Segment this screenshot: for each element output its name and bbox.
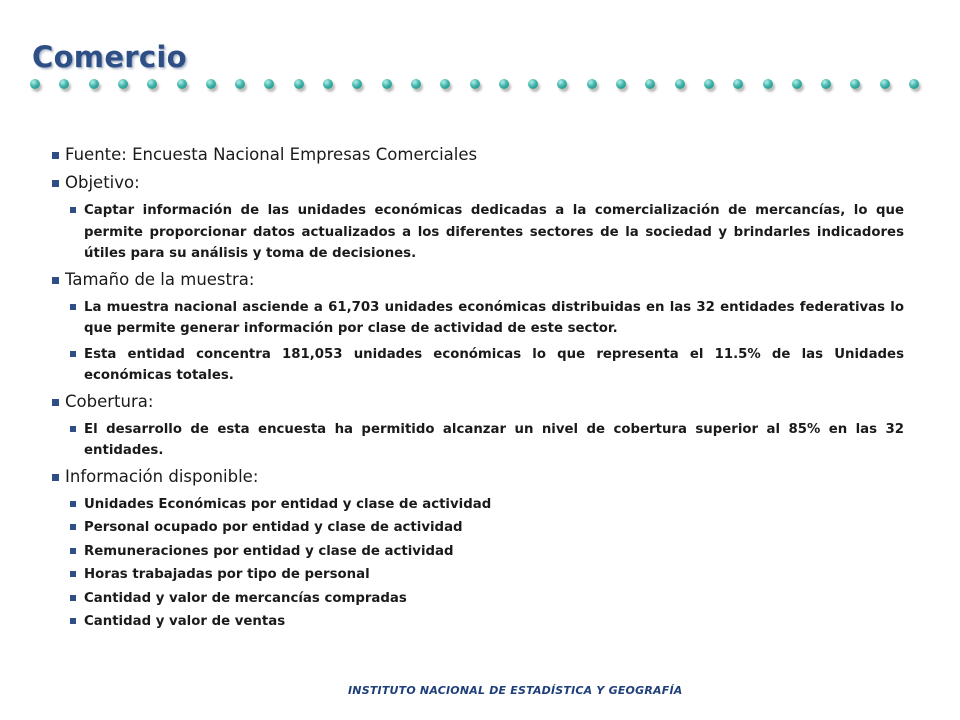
list-item <box>52 517 904 539</box>
dotted-divider <box>30 79 930 95</box>
square-bullet-icon <box>52 277 59 284</box>
section-tamano <box>52 269 904 291</box>
list-item <box>52 419 904 462</box>
section-heading: Cobertura: <box>65 391 154 411</box>
square-bullet-icon <box>70 501 76 507</box>
divider-dot-icon <box>440 79 450 89</box>
section-objetivo <box>52 172 904 194</box>
divider-dot-icon <box>264 79 274 89</box>
divider-dot-icon <box>616 79 626 89</box>
item-text: Cantidad y valor de ventas <box>84 614 286 629</box>
list-item <box>52 611 904 633</box>
section-heading: Objetivo: <box>65 173 140 192</box>
item-text: Captar información de las unidades económicas dedicadas a la comercialización de mercancías, lo que permite proporcionar datos actualizados a los diferentes sectores de la sociedad y brindarles indicadores útiles para su análisis y toma de decisiones. <box>84 203 904 261</box>
square-bullet-icon <box>70 595 76 601</box>
list-item <box>52 541 904 563</box>
divider-dot-icon <box>59 79 69 89</box>
square-bullet-icon <box>70 548 76 554</box>
square-bullet-icon <box>70 571 76 577</box>
list-item <box>52 344 904 387</box>
item-text: Cantidad y valor de mercancías compradas <box>84 590 407 606</box>
item-text: Esta entidad concentra 181,053 unidades económicas lo que representa el 11.5% de las Unidades económicas totales. <box>84 346 904 383</box>
section-cobertura <box>52 391 904 413</box>
square-bullet-icon <box>70 207 76 213</box>
section-fuente <box>52 144 904 166</box>
item-text: El desarrollo de esta encuesta ha permitido alcanzar un nivel de cobertura superior al 85% en las 32 entidades. <box>84 421 904 458</box>
divider-dot-icon <box>206 79 216 89</box>
divider-dot-icon <box>675 79 685 89</box>
footer-institution: INSTITUTO NACIONAL DE ESTADÍSTICA Y GEOGRAFÍA <box>348 684 683 697</box>
square-bullet-icon <box>70 426 76 432</box>
divider-dot-icon <box>470 79 480 89</box>
list-item <box>52 564 904 586</box>
page-title: Comercio <box>32 40 187 74</box>
divider-dot-icon <box>528 79 538 89</box>
list-item <box>52 297 904 340</box>
divider-dot-icon <box>118 79 128 89</box>
square-bullet-icon <box>70 351 76 357</box>
divider-dot-icon <box>645 79 655 89</box>
square-bullet-icon <box>52 180 59 187</box>
section-informacion <box>52 466 904 488</box>
divider-dot-icon <box>880 79 890 89</box>
square-bullet-icon <box>52 399 59 406</box>
divider-dot-icon <box>499 79 509 89</box>
section-heading: Información disponible: <box>65 466 259 486</box>
item-text: Personal ocupado por entidad y clase de actividad <box>84 520 463 535</box>
divider-dot-icon <box>587 79 597 89</box>
divider-dot-icon <box>411 79 421 89</box>
section-heading: Tamaño de la muestra: <box>65 269 255 289</box>
divider-dot-icon <box>792 79 802 89</box>
divider-dot-icon <box>352 79 362 89</box>
square-bullet-icon <box>70 304 76 310</box>
item-text: Horas trabajadas por tipo de personal <box>84 567 370 582</box>
divider-dot-icon <box>850 79 860 89</box>
divider-dot-icon <box>821 79 831 89</box>
divider-dot-icon <box>147 79 157 89</box>
bullet-content <box>52 144 904 635</box>
divider-dot-icon <box>704 79 714 89</box>
list-item <box>52 200 904 265</box>
list-item <box>52 494 904 516</box>
section-heading: Fuente: Encuesta Nacional Empresas Comerciales <box>65 145 478 164</box>
divider-dot-icon <box>177 79 187 89</box>
divider-dot-icon <box>294 79 304 89</box>
square-bullet-icon <box>70 524 76 530</box>
list-item <box>52 588 904 610</box>
divider-dot-icon <box>30 79 40 89</box>
square-bullet-icon <box>70 618 76 624</box>
divider-dot-icon <box>235 79 245 89</box>
square-bullet-icon <box>52 474 59 481</box>
divider-dot-icon <box>733 79 743 89</box>
item-text: Remuneraciones por entidad y clase de actividad <box>84 543 454 559</box>
item-text: Unidades Económicas por entidad y clase de actividad <box>84 496 492 512</box>
square-bullet-icon <box>52 152 59 159</box>
divider-dot-icon <box>909 79 919 89</box>
divider-dot-icon <box>557 79 567 89</box>
divider-dot-icon <box>323 79 333 89</box>
divider-dot-icon <box>89 79 99 89</box>
item-text: La muestra nacional asciende a 61,703 unidades económicas distribuidas en las 32 entidades federativas lo que permite generar información por clase de actividad de este sector. <box>84 299 904 336</box>
divider-dot-icon <box>763 79 773 89</box>
divider-dot-icon <box>382 79 392 89</box>
